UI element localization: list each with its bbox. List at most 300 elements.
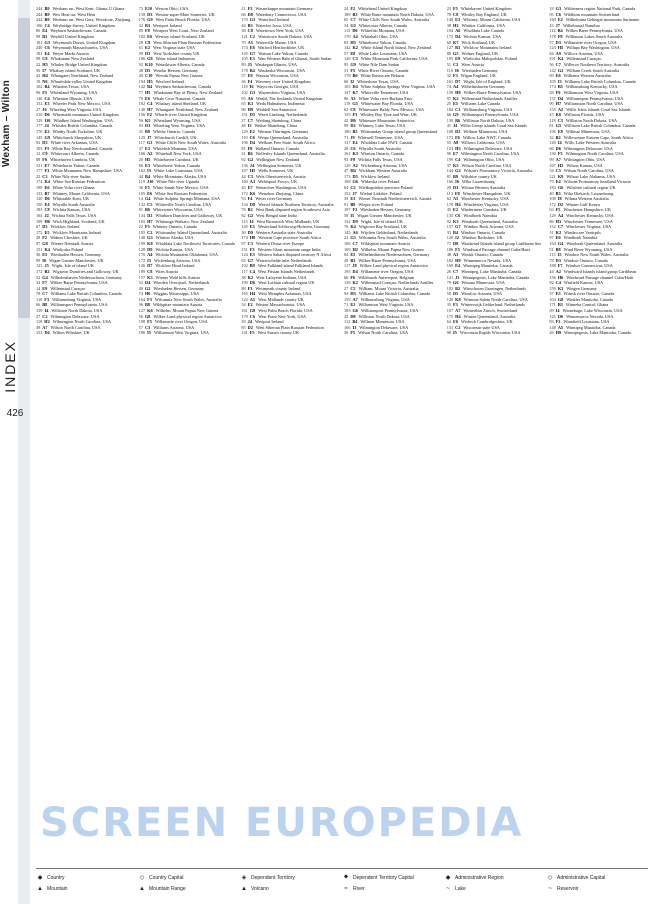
entry-grid: F7: [42, 280, 48, 286]
entry-page: 44: [241, 173, 246, 179]
entry-page: 157: [446, 224, 454, 230]
entry-page: 63: [549, 207, 554, 213]
entry-page: 48: [446, 252, 451, 258]
entry-text: Willows California, USA: [461, 140, 505, 146]
entry-text: Window Rock Arizona, USA: [463, 224, 514, 230]
entry-grid: A5: [247, 39, 253, 45]
entry-grid: C3: [455, 106, 461, 112]
entry-grid: B2: [455, 285, 461, 291]
entry-text: Wiesbaden Hessen, Germany: [50, 252, 101, 258]
entry-page: 120: [344, 162, 351, 168]
entry-page: 88: [36, 157, 41, 163]
entry-text: Wells Somerset, UK: [258, 168, 294, 174]
entry-page: 81: [549, 123, 554, 129]
entry-grid: C8: [44, 207, 50, 213]
entry-grid: I4: [557, 140, 562, 146]
entry-text: Widawka river Poland: [360, 179, 400, 185]
entry-page: 196: [549, 129, 556, 135]
entry-text: Wexham rur. West Gera, Woodcote, Zhejiang: [52, 17, 131, 23]
entry-page: 102: [36, 84, 43, 90]
entry-grid: J4: [452, 123, 458, 129]
entry-page: 42: [344, 117, 349, 123]
entry-grid: E4: [44, 201, 50, 207]
entry-grid: C7: [352, 240, 358, 246]
entry-page: 121: [549, 173, 556, 179]
entry-text: Winton Queensland, Australia: [463, 313, 516, 319]
entry-text: Williston North Dakota, USA: [51, 308, 103, 314]
index-column-6: [549, 6, 648, 866]
entry-text: Wichita Falls Texas, USA: [358, 157, 403, 163]
entry-page: 190: [241, 280, 248, 286]
entry-grid: B3: [350, 257, 356, 263]
page-number: 426: [6, 408, 24, 419]
entry-text: Wichita Kansas, USA: [155, 246, 194, 252]
entry-page: 145: [241, 50, 248, 56]
entry-text: Wheatland Wyoming, USA: [153, 117, 201, 123]
entry-text: Wels Oberösterreich, Austria: [255, 173, 306, 179]
entry-text: Winnfield Louisiana, USA: [563, 319, 610, 325]
entry-grid: E8: [350, 50, 356, 56]
entry-text: Williamsburg Virginia, USA: [463, 106, 513, 112]
entry-page: 89: [241, 61, 246, 67]
entry-text: Williamsport Pennsylvania, USA: [461, 112, 519, 118]
entry-page: 45: [241, 185, 246, 190]
entry-text: White Mountains New Hampshire, USA: [52, 168, 123, 174]
entry-page: 117: [138, 140, 145, 146]
entry-text: Williams Lake Canada: [461, 101, 501, 107]
entry-page: 189: [138, 268, 146, 274]
entry-grid: F5: [44, 145, 50, 151]
entry-grid: D6: [44, 196, 50, 202]
entry-grid: J2: [44, 212, 49, 218]
entry-page: 97: [241, 240, 246, 246]
entry-page: 57: [241, 73, 246, 79]
entry-page: 161: [344, 151, 351, 157]
entry-text: Wicklow Mountains Ireland: [52, 229, 101, 235]
entry-page: 105: [138, 190, 146, 196]
entry-grid: E3: [144, 145, 150, 151]
index-entry: [36, 330, 135, 336]
entry-grid: H5: [249, 168, 256, 174]
entry-grid: C4: [44, 95, 50, 101]
entry-page: 93: [344, 157, 349, 163]
entry-page: 44: [241, 22, 246, 28]
entry-page: 31: [549, 229, 554, 235]
entry-text: Westerschelde inlet Netherlands: [256, 257, 312, 263]
entry-grid: D3: [144, 123, 151, 129]
entry-text: Wilmington Delaware, USA: [463, 145, 513, 151]
index-label: INDEX: [2, 340, 18, 393]
entry-grid: G3: [147, 235, 153, 241]
legend-item: [36, 872, 138, 883]
entry-page: 183: [36, 207, 43, 213]
entry-page: 92: [138, 61, 143, 67]
entry-text: West Midlands county UK: [258, 296, 304, 302]
reservoir-icon: ~: [548, 885, 552, 892]
entry-page: 76: [241, 207, 246, 213]
entry-grid: B4: [44, 84, 50, 90]
entry-text: Willamette river Oregon, USA: [360, 268, 414, 274]
entry-page: 88: [241, 285, 246, 291]
entry-text: Willebroek Antwerpen, Belgium: [358, 274, 415, 280]
entry-text: Wausau Wisconsin, USA: [255, 73, 299, 79]
entry-text: Wichita Mountains Oklahoma, USA: [155, 252, 218, 258]
entry-page: 54: [549, 168, 554, 174]
entry-page: 71: [344, 134, 349, 140]
entry-grid: F2: [147, 112, 152, 118]
watermark: SCREEN EUROPEDIA: [40, 800, 524, 846]
entry-grid: A2: [352, 162, 358, 168]
entry-text: Weyhill United Kingdom: [50, 33, 94, 39]
entry-grid: K6: [555, 112, 562, 118]
entry-page: 74: [446, 84, 451, 90]
entry-text: White Volta river Ghana: [52, 185, 95, 190]
entry-page: 83: [138, 123, 143, 129]
entry-text: Whitley Bay Tyne and Wear, UK: [360, 112, 418, 118]
entry-page: 64: [344, 185, 349, 190]
entry-grid: H3: [555, 218, 562, 224]
entry-text: Western Ghats mountain range India: [257, 246, 321, 252]
entry-page: 135: [446, 212, 454, 218]
entry-grid: C6: [44, 45, 50, 51]
entry-page: 108: [549, 196, 556, 202]
entry-text: Wieluń Łódzkie, Poland: [359, 190, 402, 196]
entry-grid: K2: [247, 274, 254, 280]
entry-page: 180: [344, 129, 351, 135]
entry-text: Whitstable Kent, UK: [52, 196, 90, 202]
entry-page: 151: [241, 112, 248, 118]
entry-page: 78: [446, 11, 451, 17]
entry-text: Westerland Schleswig-Holstein, Germany: [257, 224, 330, 230]
entry-text: Wilhelmshaven Germany: [461, 84, 506, 90]
entry-grid: G8: [144, 313, 151, 319]
entry-grid: F8: [350, 157, 356, 163]
entry-page: 143: [344, 229, 351, 235]
entry-text: Whitsunday Island Queensland, Australia: [155, 229, 227, 235]
entry-text: Windsor New South Wales, Australia: [564, 252, 629, 258]
entry-grid: J7: [352, 190, 357, 196]
entry-text: Williamsport Pennsylvania, USA: [50, 302, 108, 308]
entry-grid: C9: [144, 39, 151, 45]
entry-page: 125: [549, 313, 556, 319]
entry-grid: B6: [352, 73, 358, 79]
entry-grid: E7: [44, 162, 50, 168]
entry-text: West Bromwich West Midlands, UK: [256, 218, 320, 224]
entry-text: Wholdaia Lake Canada: [463, 28, 504, 34]
entry-grid: K6: [249, 190, 256, 196]
entry-text: Williamson West Virginia, USA: [358, 302, 414, 308]
entry-page: 146: [36, 95, 43, 101]
entry-page: 56: [36, 67, 41, 73]
entry-text: Wieliczka Poland: [52, 246, 84, 252]
entry-text: Winchester Hampshire, UK: [563, 207, 612, 213]
entry-grid: G9: [350, 61, 356, 67]
entry-text: Wholdaia Lake Northwest Territories, Canada: [155, 240, 235, 246]
entry-page: 186: [138, 330, 146, 336]
legend-item: [138, 872, 240, 883]
legend-item: [36, 883, 138, 894]
entry-page: 142: [344, 45, 351, 51]
entry-grid: C8: [452, 11, 459, 17]
entry-page: 175: [446, 313, 454, 319]
entry-page: 121: [36, 162, 43, 168]
entry-grid: J8: [352, 263, 357, 269]
entry-page: 25: [36, 173, 41, 179]
entry-text: Wien Austria: [461, 61, 484, 67]
entry-text: Weifang Shandong, China: [255, 117, 302, 123]
entry-text: Western Cape province South Africa: [258, 235, 322, 241]
entry-grid: F5: [42, 89, 48, 95]
entry-text: Windward Islands island group Caribbean Sea: [461, 240, 541, 246]
entry-grid: I6: [454, 67, 459, 73]
entry-text: Wilkes Barre Pennsylvania, USA: [565, 28, 624, 34]
entry-grid: F6: [42, 157, 48, 163]
entry-grid: K4: [44, 179, 50, 185]
entry-grid: F2: [350, 6, 356, 11]
entry-page: 96: [138, 302, 143, 308]
entry-text: Winslow Arizona, USA: [461, 291, 503, 297]
entry-grid: D7: [147, 263, 153, 269]
entry-text: West Yorkshire county UK: [153, 50, 200, 56]
entry-text: White Butte mountain North Dakota, USA: [360, 11, 434, 17]
entry-grid: C3: [144, 324, 151, 330]
entry-grid: C6: [555, 11, 561, 17]
entry-grid: K2: [352, 280, 358, 286]
entry-text: Wills, Lake Western Australia: [564, 140, 617, 146]
entry-page: 36: [138, 185, 143, 190]
entry-grid: D3: [555, 39, 561, 45]
entry-grid: F8: [247, 145, 253, 151]
entry-text: Wicklow Mountains Ireland: [463, 45, 512, 51]
entry-page: 21: [241, 6, 246, 11]
entry-grid: E6: [44, 185, 50, 190]
entry-text: Wau Western Bahr el Ghazal, South Sudan: [257, 56, 332, 62]
entry-page: 94: [344, 291, 349, 297]
mountain-range-icon: ▲: [139, 885, 145, 892]
entry-page: 23: [446, 6, 451, 11]
entry-grid: F5: [350, 67, 356, 73]
entry-page: 22: [344, 235, 349, 241]
entry-text: Winkler Manitoba, Canada: [566, 296, 613, 302]
entry-text: Williamsburg Virginia, USA: [360, 296, 410, 302]
entry-text: Wellington New Zealand: [256, 157, 300, 163]
entry-text: Wilkes Land physical region Antarctica: [153, 313, 222, 319]
entry-grid: E5: [249, 252, 255, 258]
entry-text: Wilson's Promontory Victoria, Australia: [463, 168, 533, 174]
entry-grid: F7: [557, 263, 563, 269]
side-rule: [18, 18, 30, 318]
entry-page: 165: [138, 218, 146, 224]
entry-grid: K4: [350, 224, 356, 230]
entry-text: White Cliffs New South Wales, Australia: [358, 17, 430, 23]
entry-grid: B4: [147, 84, 153, 90]
entry-page: 90: [549, 101, 554, 107]
entry-grid: H2: [352, 246, 358, 252]
entry-grid: K2: [352, 45, 358, 51]
entry-text: Wilderness region National Park, Canada: [564, 6, 636, 11]
entry-grid: E5: [44, 229, 50, 235]
entry-page: 121: [241, 33, 248, 39]
entry-grid: G7: [249, 50, 256, 56]
entry-text: Whyalla South Australia: [52, 201, 95, 207]
entry-page: 172: [446, 134, 454, 140]
entry-grid: E9: [247, 73, 253, 79]
entry-text: Weyburn Saskatchewan, Canada: [50, 28, 107, 34]
entry-text: Wigtown Dumfries and Galloway, UK: [52, 268, 119, 274]
entry-text: Waterloo Iowa, USA: [255, 22, 292, 28]
entry-page: 129: [241, 129, 248, 135]
entry-page: 26: [446, 268, 451, 274]
entry-grid: K2: [452, 95, 459, 101]
entry-page: 33: [446, 229, 451, 235]
entry-grid: I6: [249, 84, 254, 90]
entry-page: 165: [241, 291, 248, 297]
entry-page: 92: [549, 280, 554, 286]
entry-page: 151: [241, 246, 248, 252]
entry-page: 102: [138, 101, 146, 107]
entry-text: Windhoek Namibia: [463, 212, 498, 218]
entry-grid: K6: [147, 308, 153, 314]
entry-grid: G9: [452, 112, 459, 118]
entry-page: 86: [549, 218, 554, 224]
entry-text: Windsor Connecticut, USA: [565, 263, 613, 269]
entry-page: 134: [138, 212, 146, 218]
entry-grid: F5: [555, 207, 561, 213]
entry-text: Willemstad Netherlands Antilles: [461, 95, 518, 101]
entry-grid: F4: [247, 196, 253, 202]
entry-grid: A5: [452, 196, 459, 202]
entry-page: 86: [36, 28, 41, 34]
entry-text: Weymouth Massachusetts, USA: [52, 45, 109, 51]
entry-text: Whalsay island Scotland, UK: [49, 67, 100, 73]
entry-grid: B3: [557, 302, 563, 308]
entry-page: 71: [344, 302, 349, 308]
index-column-4: [344, 6, 443, 866]
entry-text: Winterswijk Gelderland, Netherlands: [460, 302, 525, 308]
entry-grid: D8: [350, 313, 356, 319]
entry-page: 170: [36, 129, 43, 135]
entry-page: 240: [36, 45, 43, 51]
entry-text: Winchester Virginia, USA: [463, 201, 509, 207]
entry-text: Whiteville North Carolina, USA: [155, 201, 212, 207]
entry-page: 49: [344, 257, 349, 263]
entry-page: 18: [549, 6, 554, 11]
entry-text: Wilmington North Carolina, USA: [52, 319, 112, 325]
entry-page: 183: [344, 308, 351, 314]
entry-page: 145: [241, 224, 248, 230]
entry-grid: D8: [247, 11, 253, 17]
entry-text: Westray island Scotland, UK: [155, 33, 205, 39]
entry-grid: K3: [352, 151, 358, 157]
entry-grid: B5: [557, 84, 563, 90]
entry-page: 36: [549, 61, 554, 67]
entry-page: 30: [344, 330, 349, 336]
entry-text: Williams Lake British Columbia, Canada: [358, 291, 430, 297]
entry-page: 27: [36, 106, 41, 112]
entry-page: 198: [138, 319, 146, 325]
entry-grid: H5: [557, 45, 564, 51]
entry-page: 81: [241, 145, 246, 151]
entry-page: 99: [344, 123, 349, 129]
entry-page: 28: [549, 89, 554, 95]
entry-text: Wight, Isle of England, UK: [463, 78, 511, 84]
entry-page: 126: [138, 263, 146, 269]
entry-text: Whiteville Tennessee, USA: [360, 89, 409, 95]
entry-page: 52: [138, 280, 143, 286]
entry-text: Willemstad Curaçao: [566, 56, 602, 62]
entry-page: 34: [36, 280, 41, 286]
entry-text: Wiggins Mississippi, USA: [153, 291, 200, 297]
entry-grid: C3: [352, 56, 358, 62]
entry-page: 178: [446, 201, 454, 207]
entry-grid: A3: [350, 95, 356, 101]
entry-page: 90: [446, 151, 451, 157]
entry-text: Wheeler Peak New Mexico, USA: [52, 101, 111, 107]
entry-text: White Nile river Sudan: [50, 173, 91, 179]
index-entry: [344, 330, 443, 336]
entry-grid: C7: [555, 61, 561, 67]
entry-page: 178: [241, 67, 248, 73]
entry-page: 160: [241, 179, 248, 185]
entry-page: 79: [446, 280, 451, 286]
entry-grid: F8: [557, 33, 563, 39]
entry-text: Wisbech Cambridgeshire, UK: [461, 319, 513, 325]
entry-page: 84: [549, 50, 554, 56]
entry-text: Whitewater Bay Florida, USA: [360, 101, 414, 107]
entry-grid: G6: [452, 280, 459, 286]
entry-page: 58: [446, 291, 451, 297]
entry-text: Whitney Ontario, Canada: [152, 224, 197, 230]
entry-text: Wilson North Carolina, USA: [50, 324, 101, 330]
entry-grid: E2: [249, 129, 255, 135]
entry-page: 150: [36, 201, 43, 207]
entry-page: 187: [344, 207, 351, 213]
entry-text: Whale Cove Nunavut, Canada: [152, 95, 206, 101]
entry-grid: B6: [455, 117, 461, 123]
entry-grid: C10: [144, 73, 153, 79]
entry-grid: K7: [452, 39, 459, 45]
entry-grid: I5: [452, 330, 457, 336]
entry-text: West Lafayette Indiana, USA: [256, 274, 307, 280]
entry-text: Wilhelmshaven Niedersachsen, Germany: [358, 252, 430, 258]
entry-page: 113: [446, 190, 453, 196]
entry-grid: B9: [144, 129, 150, 135]
entry-page: 43: [549, 22, 554, 28]
entry-text: Willcox Arizona, USA: [563, 50, 604, 56]
entry-text: White Lake Louisiana, USA: [153, 168, 203, 174]
entry-text: Winchester Virginia, USA: [566, 224, 612, 230]
volcano-icon: ▲: [241, 885, 247, 892]
entry-grid: E6: [452, 319, 458, 325]
entry-grid: I3: [147, 257, 151, 263]
entry-page: 174: [241, 45, 248, 51]
entry-page: 37: [549, 291, 554, 297]
entry-grid: G6: [352, 308, 358, 314]
entry-grid: F3: [247, 6, 253, 11]
entry-text: Weald, The lowlands United Kingdom: [255, 95, 323, 101]
entry-page: 132: [344, 218, 351, 224]
entry-text: Weddell Sea Antarctica: [256, 106, 297, 112]
entry-grid: F3: [247, 285, 253, 291]
entry-text: Weyburn Saskatchewan, Canada: [155, 84, 212, 90]
entry-page: 28: [138, 39, 143, 45]
entry-grid: D2: [455, 129, 461, 135]
entry-text: Willamette river Oregon, USA: [154, 319, 208, 325]
entry-grid: B9: [44, 11, 50, 17]
entry-page: 71: [446, 240, 451, 246]
entry-grid: E3: [350, 196, 356, 202]
entry-page: 40: [138, 285, 143, 291]
